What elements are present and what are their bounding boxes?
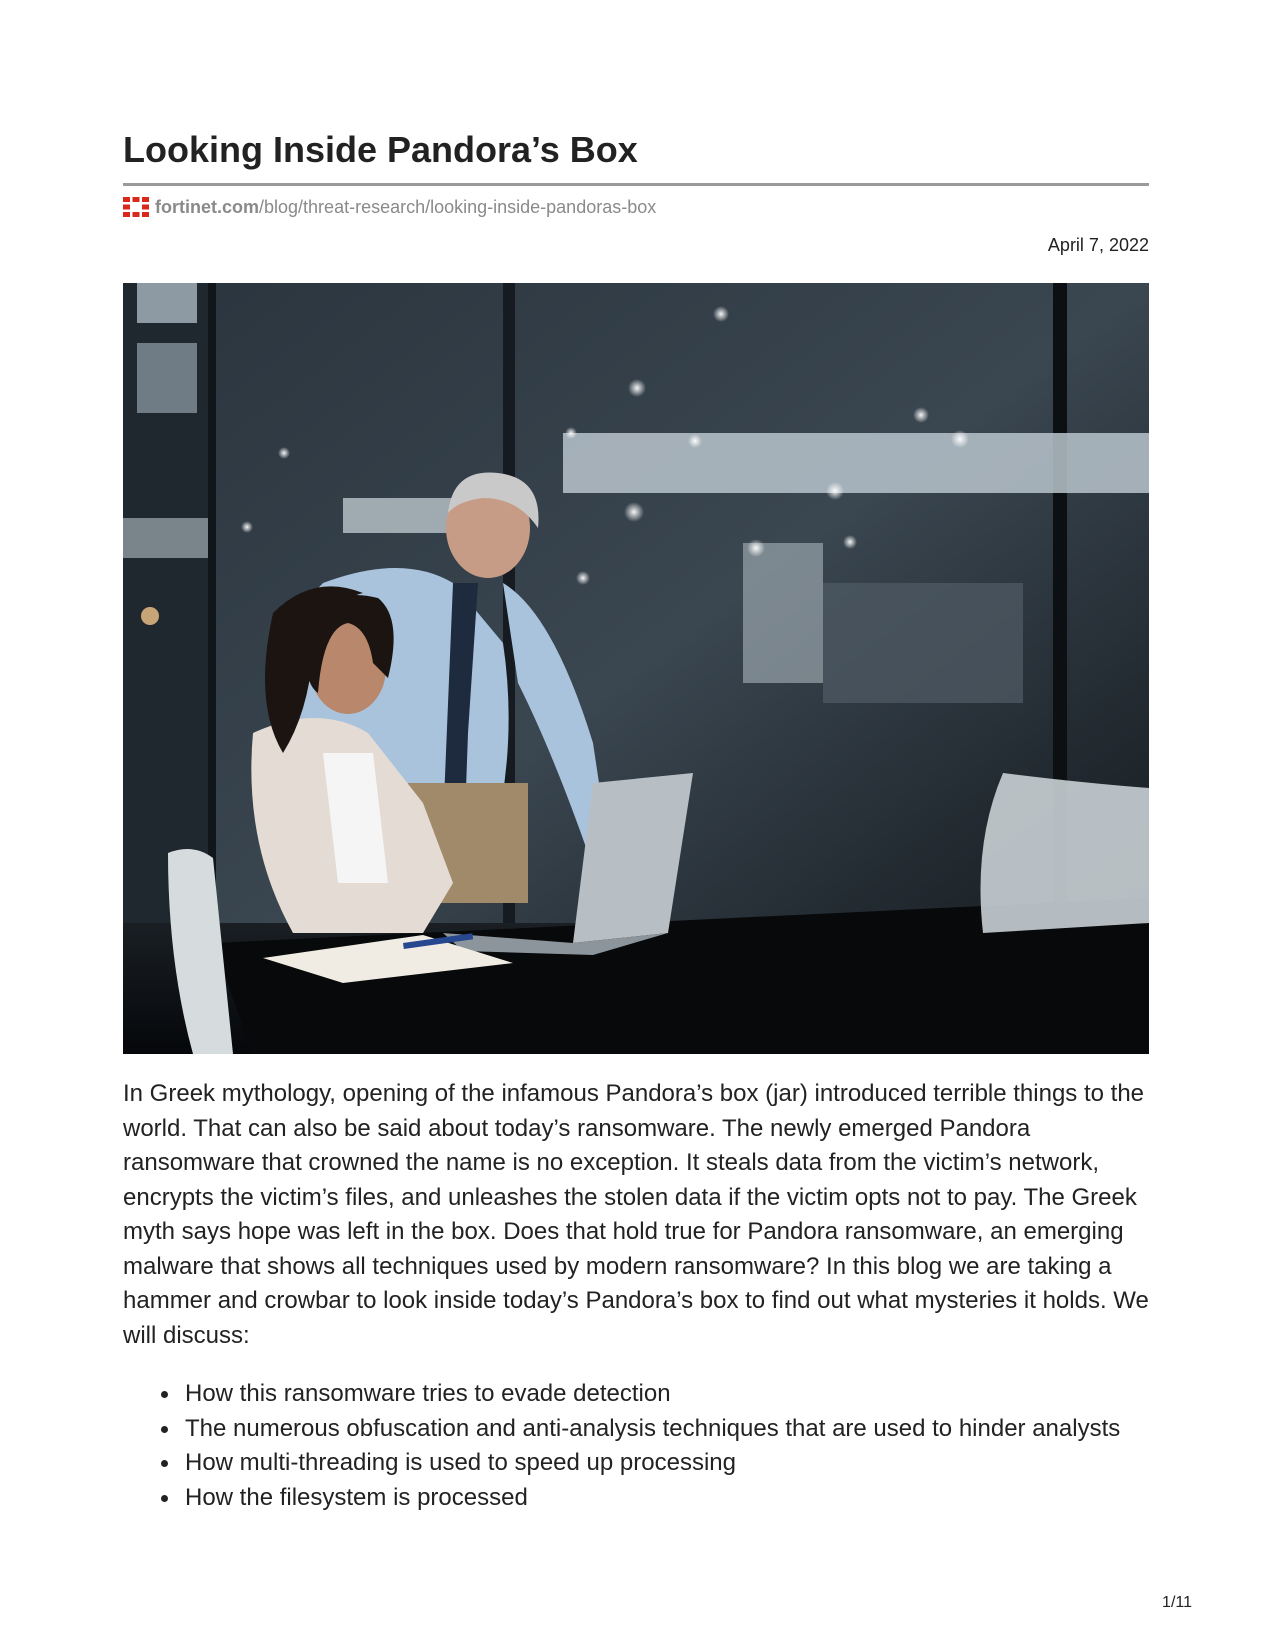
fortinet-logo-icon	[123, 197, 149, 217]
page-number: 1/11	[1162, 1594, 1192, 1611]
source-domain: fortinet.com	[155, 196, 260, 217]
source-link[interactable]	[123, 195, 656, 219]
list-item	[185, 1377, 1149, 1412]
bullet-icon	[161, 1460, 168, 1467]
list-item	[185, 1412, 1149, 1447]
list-item-text: The numerous obfuscation and anti-analysis techniques that are used to hinder analysts	[185, 1414, 1121, 1442]
source-path: /blog/threat-research/looking-inside-pandoras-box	[259, 196, 657, 217]
publish-date: April 7, 2022	[1047, 235, 1149, 255]
list-item	[185, 1481, 1149, 1516]
hero-image	[123, 283, 1149, 1054]
title-divider	[123, 183, 1149, 186]
article-intro: In Greek mythology, opening of the infamous Pandora’s box (jar) introduced terrible things to the world. That can also be said about today’s ransomware. The newly emerged Pandora ransomware that crowned the name is no exception. It steals data from the victim’s network, encrypts the victim’s files, and unleashes the stolen data if the victim opts not to pay. The Greek myth says hope was left in the box. Does that hold true for Pandora ransomware, an emerging malware that shows all techniques used by modern ransomware? In this blog we are taking a hammer and crowbar to look inside today’s Pandora’s box to find out what mysteries it holds. We will discuss:	[123, 1080, 1149, 1349]
bullet-icon	[161, 1391, 168, 1398]
topics-list	[123, 1377, 1149, 1515]
article-title: Looking Inside Pandora’s Box	[123, 129, 638, 170]
bullet-icon	[161, 1426, 168, 1433]
bullet-icon	[161, 1495, 168, 1502]
list-item-text: How the filesystem is processed	[185, 1483, 528, 1511]
list-item	[185, 1446, 1149, 1481]
list-item-text: How multi-threading is used to speed up processing	[185, 1449, 736, 1476]
list-item-text: How this ransomware tries to evade detection	[185, 1380, 671, 1407]
office-photo-illustration	[123, 283, 1149, 1054]
